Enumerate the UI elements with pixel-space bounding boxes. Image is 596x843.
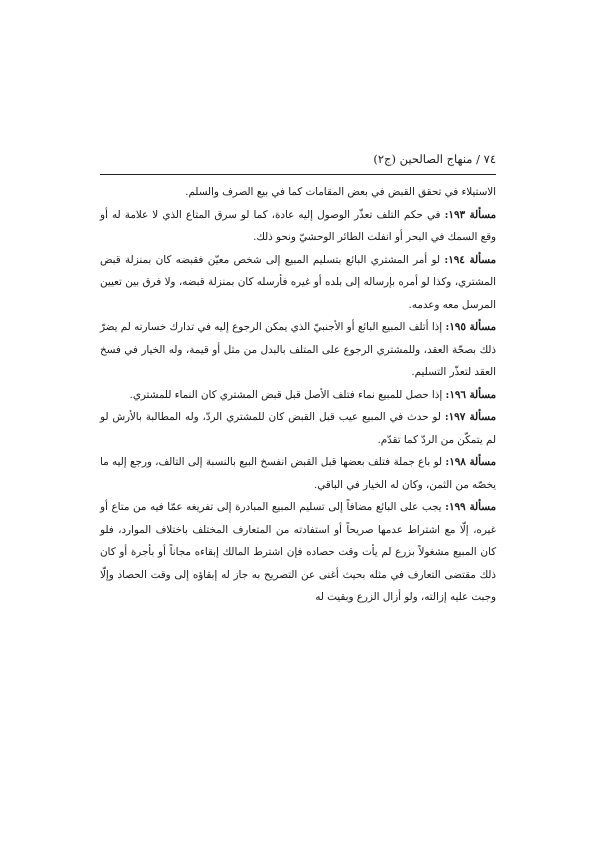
issue-label: مسألة ١٩٤: [444, 253, 496, 266]
running-header [100, 150, 496, 172]
paragraph-issue-195 [100, 316, 496, 384]
paragraph-text: يجب على البائع مضافاً إلى تسليم المبيع المبادرة إلى تفريغه عمّا فيه من متاع أو غيره، إلّا مع اشتراط عدمها صريحاً أو استفادته من المتعارف المختلف باختلاف الموارد، فلو كان المبيع مشغولاً بزرع لم يأت وقت حصاده فإن اشترط المالك إبقاءه مجاناً أو بأجرة أو كان ذلك مقتضى التعارف في مثله بحيث أغنى عن التصريح به جاز له إبقاؤه إلى وقت الحصاد وإلّا وجبت عليه إزالته، ولو أزال الزرع وبقيت له [100, 501, 496, 603]
issue-label: مسألة ١٩٩: [445, 501, 496, 513]
issue-label: مسألة ١٩٨: [445, 456, 496, 468]
paragraph-text: لو باع جملة فتلف بعضها قبل القبض انفسخ البيع بالنسبة إلى التالف، ورجع إليه ما يخصّه من الثمن، وكان له الخيار في الباقي. [100, 456, 496, 491]
issue-label: مسألة ١٩٧: [444, 411, 496, 423]
paragraph-text: في حكم التلف تعذّر الوصول إليه عادة، كما لو سرق المتاع الذي لا علامة له أو وقع السمك في البحر أو انفلت الطائر الوحشيّ ونحو ذلك. [100, 208, 496, 243]
paragraph-continuation [100, 181, 496, 204]
paragraph-issue-194 [100, 249, 496, 317]
issue-label: مسألة ١٩٦: [445, 388, 496, 401]
issue-label: مسألة ١٩٣: [444, 208, 496, 221]
paragraph-text: إذا أتلف المبيع البائع أو الأجنبيّ الذي يمكن الرجوع إليه في تدارك خسارته لم يضرّ ذلك بصحّة العقد، وللمشتري الرجوع على المتلف بالبدل من مثل أو قيمة، وله الخيار في فسخ العقد لتعذّر التسليم. [100, 321, 496, 378]
paragraph-text: الاستيلاء في تحقق القبض في بعض المقامات كما في بيع الصرف والسلم. [185, 186, 496, 198]
issue-label: مسألة ١٩٥: [445, 321, 496, 333]
page-body [100, 181, 496, 609]
paragraph-issue-198 [100, 451, 496, 496]
paragraph-issue-196 [100, 384, 496, 407]
paragraph-issue-199 [100, 496, 496, 609]
header-title: ٧٤ / منهاج الصالحين (ج٢) [373, 152, 496, 166]
header-rule [100, 174, 496, 175]
paragraph-issue-197 [100, 406, 496, 451]
paragraph-text: إذا حصل للمبيع نماء فتلف الأصل قبل قبض المشتري كان النماء للمشتري. [129, 388, 446, 401]
paragraph-issue-193 [100, 204, 496, 249]
paragraph-text: لو حدث في المبيع عيب قبل القبض كان للمشتري الردّ، وله المطالبة بالأرش لو لم يتمكّن من الردّ كما تقدّم. [100, 411, 496, 446]
paragraph-text: لو أمر المشتري البائع بتسليم المبيع إلى شخص معيّن فقبضه كان بمنزلة قبض المشتري، وكذا لو أمره بإرساله إلى بلده أو غيره فأرسله كان بمنزلة قبضه، ولا فرق بين تعيين المرسل معه وعدمه. [100, 253, 496, 311]
